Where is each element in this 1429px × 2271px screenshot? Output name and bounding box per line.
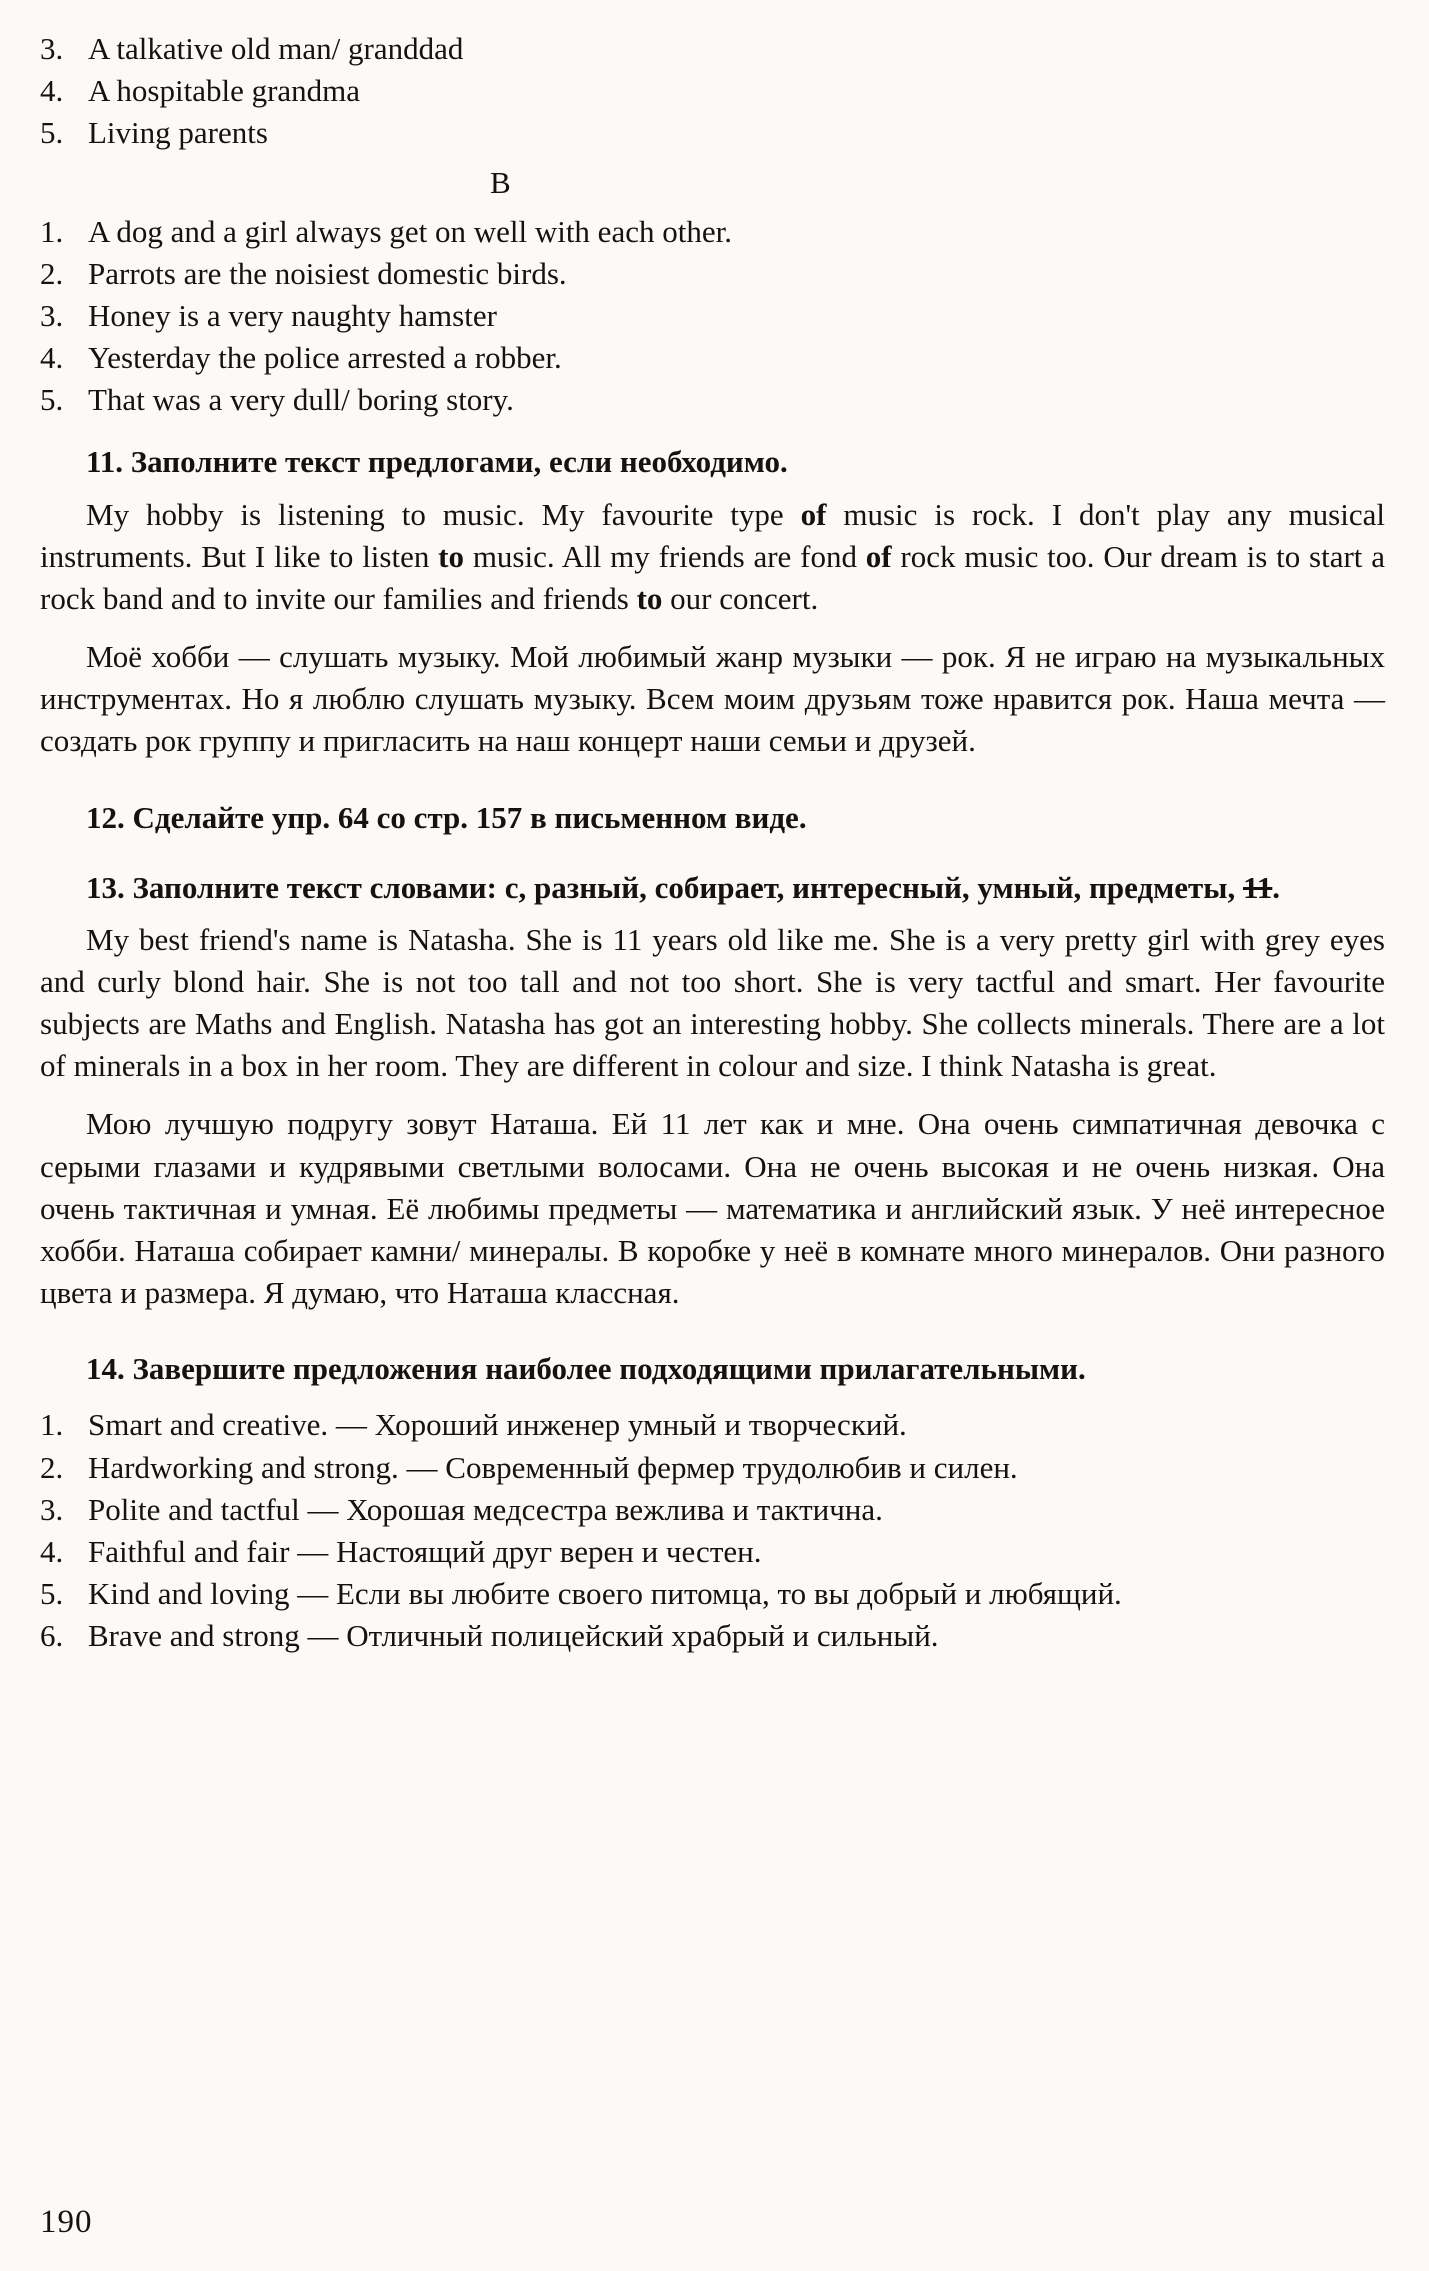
page-number: 190 [40, 2204, 93, 2241]
exercise-13-english-paragraph: My best friend's name is Natasha. She is 11 years old like me. She is a very pretty girl with grey eyes and curly blond hair. She is not too tall and not too short. She is very tactful and smart. Her favourite subjects are Maths and English. Natasha has got an interesting hobby. She collects minerals. There are a lot of minerals in a box in her room. They are different in colour and size. I think Natasha is great. [40, 921, 1385, 1084]
list-item [40, 211, 1385, 253]
exercise-13-russian-paragraph: Мою лучшую подругу зовут Наташа. Ей 11 лет как и мне. Она очень симпатичная девочка с серыми глазами и кудрявыми светлыми волосами. Она не очень высокая и не очень низкая. Она очень тактичная и умная. Её любимы предметы — математика и английский язык. У неё интересное хобби. Наташа собирает камни/ минералы. В коробке у неё в комнате много минералов. Они разного цвета и размера. Я думаю, что Наташа классная. [40, 1106, 1385, 1311]
list-item-text: Living parents [88, 115, 268, 151]
list-item [40, 112, 1385, 154]
exercise-11-heading: 11. Заполните текст предлогами, если необходимо. [86, 444, 788, 480]
list-item-number: 3. [40, 31, 64, 66]
section-b-label: B [490, 165, 511, 201]
list-item-number: 2. [40, 1449, 64, 1485]
exercise-12-heading: 12. Сделайте упр. 64 со стр. 157 в письменном виде. [86, 799, 807, 835]
list-item [40, 379, 1385, 421]
exercise-14-answers [40, 1404, 1385, 1657]
text-segment: My hobby is listening to music. My favourite type [86, 496, 801, 532]
list-item [40, 1531, 1385, 1573]
exercise-14-heading: 14. Завершите предложения наиболее подходящими прилагательными. [86, 1351, 1086, 1387]
list-item-number: 3. [40, 1491, 64, 1527]
list-item-number: 6. [40, 1618, 64, 1654]
list-item-number: 1. [40, 1407, 64, 1443]
list-item [40, 70, 1385, 112]
list-item-text: Smart and creative. — Хороший инженер умный и творческий. [88, 1407, 907, 1443]
exercise-11-english-paragraph [40, 494, 1385, 620]
list-item [40, 1615, 1385, 1657]
list-item [40, 1573, 1385, 1615]
list-item [40, 295, 1385, 337]
list-item-text: Hardworking and strong. — Современный фермер трудолюбив и силен. [88, 1449, 1018, 1485]
text-segment: 13. Заполните текст словами: с, разный, собирает, интересный, умный, предметы, [86, 869, 1243, 905]
list-item-number: 1. [40, 213, 64, 249]
list-a [40, 28, 1385, 154]
list-item-number: 3. [40, 297, 64, 333]
list-item [40, 1489, 1385, 1531]
text-segment: . [1272, 869, 1281, 905]
text-segment: to [438, 538, 464, 574]
list-item-text: A dog and a girl always get on well with each other. [88, 213, 732, 249]
list-item-text: Polite and tactful — Хорошая медсестра вежлива и тактична. [88, 1491, 883, 1527]
list-item-number: 5. [40, 382, 64, 418]
exercise-13-heading [40, 867, 1385, 909]
text-segment: music. All my friends are fond [464, 538, 866, 574]
list-item [40, 1447, 1385, 1489]
list-item-number: 4. [40, 1533, 64, 1569]
list-item [40, 1404, 1385, 1446]
list-item-text: Honey is a very naughty hamster [88, 297, 497, 333]
list-item [40, 28, 1385, 70]
list-item-text: A hospitable grandma [88, 73, 361, 109]
text-segment: of [865, 538, 892, 574]
text-segment: our concert. [662, 580, 819, 616]
exercise-11-russian-paragraph: Моё хобби — слушать музыку. Мой любимый жанр музыки — рок. Я не играю на музыкальных инструментах. Но я люблю слушать музыку. Всем моим друзьям тоже нравится рок. Наша мечта — создать рок группу и пригласить на наш концерт наши семьи и друзей. [40, 639, 1385, 759]
list-item-number: 2. [40, 255, 64, 291]
list-item-text: A talkative old man/ granddad [88, 31, 464, 66]
list-b [40, 211, 1385, 422]
list-item-text: Parrots are the noisiest domestic birds. [88, 255, 567, 291]
list-item-text: Yesterday the police arrested a robber. [88, 340, 562, 376]
text-segment: rock music too. Our dream is to start a rock band and to invite our families and friends [40, 538, 1385, 616]
text-segment: of [800, 496, 827, 532]
list-item [40, 253, 1385, 295]
list-item-number: 4. [40, 73, 64, 109]
list-item-text: Brave and strong — Отличный полицейский храбрый и сильный. [88, 1618, 939, 1654]
text-segment: 11 [1243, 869, 1273, 905]
text-segment: music is rock. I don't play any musical instruments. But I like to listen [40, 496, 1385, 574]
list-item [40, 337, 1385, 379]
list-item-number: 5. [40, 115, 64, 151]
list-item-text: That was a very dull/ boring story. [88, 382, 514, 418]
list-item-number: 4. [40, 340, 64, 376]
list-item-text: Kind and loving — Если вы любите своего питомца, то вы добрый и любящий. [88, 1576, 1122, 1611]
text-segment: to [636, 580, 663, 616]
list-item-text: Faithful and fair — Настоящий друг верен и честен. [88, 1533, 762, 1569]
list-item-number: 5. [40, 1576, 64, 1611]
